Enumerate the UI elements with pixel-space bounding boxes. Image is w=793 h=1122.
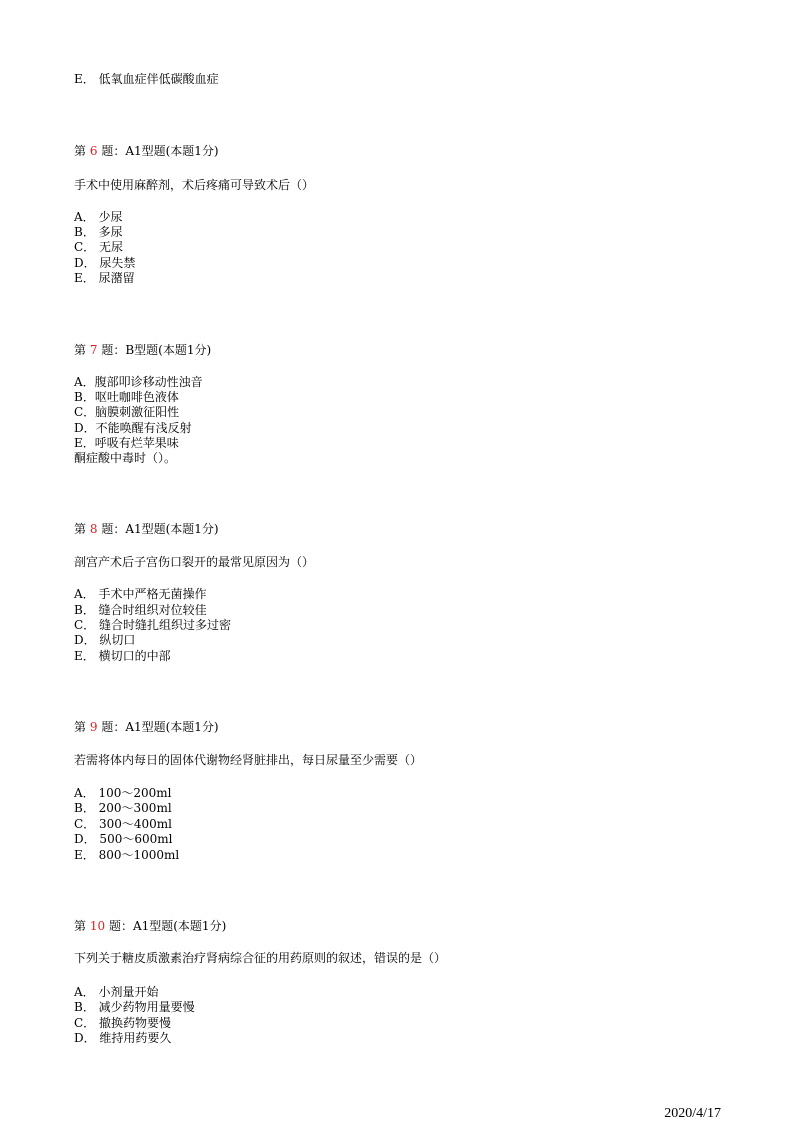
question-10-stem: 下列关于糖皮质激素治疗肾病综合征的用药原则的叙述，错误的是（） <box>74 951 447 965</box>
question-number: 6 <box>89 144 98 158</box>
question-6-option-e: E． 尿潴留 <box>74 271 135 285</box>
question-9-option-e: E． 800～1000ml <box>74 848 180 862</box>
question-10-option-a: A． 小剂量开始 <box>74 985 159 999</box>
question-9-option-c: C． 300～400ml <box>74 817 173 831</box>
question-6-option-b: B． 多尿 <box>74 225 123 239</box>
question-7-option-c: C．脑膜刺激征阳性 <box>74 405 180 419</box>
question-7-stem: 酮症酸中毒时（）。 <box>74 451 177 465</box>
question-prefix: 第 <box>74 343 87 357</box>
question-10-option-c: C． 撤换药物要慢 <box>74 1016 171 1030</box>
question-6-stem: 手术中使用麻醉剂，术后疼痛可导致术后（） <box>74 178 315 192</box>
question-9-option-d: D． 500～600ml <box>74 832 173 846</box>
question-number: 10 <box>89 919 106 933</box>
question-9-option-a: A． 100～200ml <box>74 786 172 800</box>
question-6-option-d: D． 尿失禁 <box>74 256 136 270</box>
question-prefix: 第 <box>74 919 87 933</box>
question-6-option-c: C． 无尿 <box>74 240 123 254</box>
question-9-option-b: B． 200～300ml <box>74 801 172 815</box>
question-10-option-b: B． 减少药物用量要慢 <box>74 1000 195 1014</box>
question-7-header <box>74 343 211 358</box>
question-8-option-c: C． 缝合时缝扎组织过多过密 <box>74 618 231 632</box>
question-10-option-d: D． 维持用药要久 <box>74 1031 172 1045</box>
question-number: 7 <box>89 343 98 357</box>
question-6-header <box>74 144 219 159</box>
question-8-option-a: A． 手术中严格无菌操作 <box>74 587 207 601</box>
option-e-previous: E． 低氧血症伴低碳酸血症 <box>74 72 219 86</box>
question-8-stem: 剖宫产术后子宫伤口裂开的最常见原因为（） <box>74 555 315 569</box>
question-9-stem: 若需将体内每日的固体代谢物经肾脏排出，每日尿量至少需要（） <box>74 753 423 767</box>
question-type: 题：A1型题(本题1分) <box>101 522 219 536</box>
question-9-header <box>74 720 219 735</box>
question-8-option-d: D． 纵切口 <box>74 633 136 647</box>
question-type: 题：A1型题(本题1分) <box>108 919 227 933</box>
question-7-option-b: B．呕吐咖啡色液体 <box>74 390 179 404</box>
question-6-option-a: A． 少尿 <box>74 210 123 224</box>
question-number: 8 <box>89 522 98 536</box>
question-8-header <box>74 522 219 537</box>
question-type: 题：A1型题(本题1分) <box>101 144 219 158</box>
question-prefix: 第 <box>74 522 87 536</box>
question-8-option-b: B． 缝合时组织对位较佳 <box>74 603 207 617</box>
question-8-option-e: E． 横切口的中部 <box>74 649 171 663</box>
question-type: 题：B型题(本题1分) <box>101 343 212 357</box>
question-7-option-d: D．不能唤醒有浅反射 <box>74 421 192 435</box>
question-7-option-a: A．腹部叩诊移动性浊音 <box>74 375 203 389</box>
question-prefix: 第 <box>74 720 87 734</box>
question-10-header <box>74 919 226 934</box>
question-number: 9 <box>89 720 98 734</box>
question-7-option-e: E．呼吸有烂苹果味 <box>74 436 179 450</box>
footer-date: 2020/4/17 <box>664 1106 721 1121</box>
question-type: 题：A1型题(本题1分) <box>101 720 219 734</box>
question-prefix: 第 <box>74 144 87 158</box>
